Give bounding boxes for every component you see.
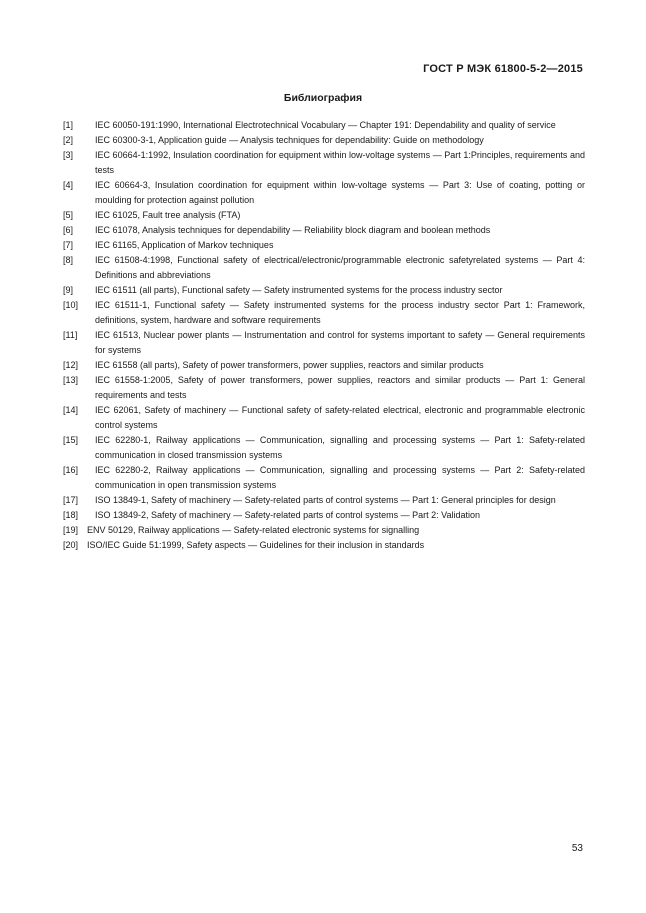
bibliography-entry bbox=[63, 283, 585, 298]
entry-number: [10] bbox=[63, 300, 79, 310]
entry-text: IEC 61558-1:2005, Safety of power transformers, power supplies, reactors and similar products — Part 1: General requirements and tests bbox=[95, 375, 585, 400]
bibliography-entry bbox=[63, 298, 585, 328]
entry-number: [7] bbox=[63, 240, 74, 250]
entry-number: [16] bbox=[63, 465, 79, 475]
bibliography-entry bbox=[63, 118, 585, 133]
entry-text: IEC 61513, Nuclear power plants — Instrumentation and control for systems important to safety — General requirements for systems bbox=[95, 330, 585, 355]
entry-text: IEC 61025, Fault tree analysis (FTA) bbox=[95, 210, 241, 220]
entry-text: IEC 62280-1, Railway applications — Communication, signalling and processing systems — Part 1: Safety-related communication in closed transmission systems bbox=[95, 435, 585, 460]
entry-number: [8] bbox=[63, 255, 74, 265]
bibliography-entry bbox=[63, 433, 585, 463]
bibliography-title: Библиография bbox=[283, 92, 363, 104]
entry-text: IEC 61511 (all parts), Functional safety — Safety instrumented systems for the process industry sector bbox=[95, 285, 503, 295]
entry-text: IEC 62280-2, Railway applications — Communication, signalling and processing systems — Part 2: Safety-related communication in open transmission systems bbox=[95, 465, 585, 490]
entry-text: ISO/IEC Guide 51:1999, Safety aspects — Guidelines for their inclusion in standards bbox=[87, 540, 425, 550]
entry-text: IEC 60050-191:1990, International Electrotechnical Vocabulary — Chapter 191: Dependability and quality of service bbox=[95, 120, 556, 130]
entry-number: [4] bbox=[63, 180, 74, 190]
entry-number: [12] bbox=[63, 360, 79, 370]
bibliography-entry bbox=[63, 523, 585, 538]
bibliography-entry bbox=[63, 133, 585, 148]
bibliography-entry bbox=[63, 238, 585, 253]
bibliography-list bbox=[63, 118, 585, 553]
entry-number: [18] bbox=[63, 510, 79, 520]
entry-number: [15] bbox=[63, 435, 79, 445]
entry-number: [13] bbox=[63, 375, 79, 385]
entry-number: [5] bbox=[63, 210, 74, 220]
entry-number: [19] bbox=[63, 525, 79, 535]
bibliography-entry bbox=[63, 178, 585, 208]
bibliography-entry bbox=[63, 358, 585, 373]
entry-text: ENV 50129, Railway applications — Safety-related electronic systems for signalling bbox=[87, 525, 420, 535]
bibliography-entry bbox=[63, 148, 585, 178]
bibliography-entry bbox=[63, 208, 585, 223]
bibliography-entry bbox=[63, 253, 585, 283]
entry-text: ISO 13849-1, Safety of machinery — Safety-related parts of control systems — Part 1: General principles for design bbox=[95, 495, 556, 505]
bibliography-entry bbox=[63, 508, 585, 523]
entry-text: IEC 60664-1:1992, Insulation coordination for equipment within low-voltage systems — Part 1:Principles, requirements and tests bbox=[95, 150, 585, 175]
bibliography-entry bbox=[63, 463, 585, 493]
entry-number: [14] bbox=[63, 405, 79, 415]
bibliography-entry bbox=[63, 538, 585, 553]
entry-text: IEC 61165, Application of Markov techniques bbox=[95, 240, 274, 250]
entry-number: [9] bbox=[63, 285, 74, 295]
bibliography-entry bbox=[63, 223, 585, 238]
bibliography-entry bbox=[63, 403, 585, 433]
entry-text: IEC 60664-3, Insulation coordination for equipment within low-voltage systems — Part 3: Use of coating, potting or moulding for protection against pollution bbox=[95, 180, 585, 205]
entry-text: IEC 61078, Analysis techniques for dependability — Reliability block diagram and boolean methods bbox=[95, 225, 491, 235]
entry-number: [11] bbox=[63, 330, 78, 340]
entry-number: [17] bbox=[63, 495, 79, 505]
bibliography-entry bbox=[63, 493, 585, 508]
bibliography-entry bbox=[63, 328, 585, 358]
entry-text: IEC 61558 (all parts), Safety of power transformers, power supplies, reactors and similar products bbox=[95, 360, 484, 370]
standard-code-header: ГОСТ Р МЭК 61800-5-2—2015 bbox=[423, 63, 583, 75]
entry-text: IEC 61511-1, Functional safety — Safety instrumented systems for the process industry sector Part 1: Framework, definitions, system, hardware and software requirements bbox=[95, 300, 585, 325]
bibliography-entry bbox=[63, 373, 585, 403]
entry-text: IEC 62061, Safety of machinery — Functional safety of safety-related electrical, electronic and programmable electronic control systems bbox=[95, 405, 585, 430]
entry-number: [2] bbox=[63, 135, 74, 145]
entry-number: [6] bbox=[63, 225, 74, 235]
entry-number: [20] bbox=[63, 540, 79, 550]
entry-number: [3] bbox=[63, 150, 74, 160]
entry-text: IEC 60300-3-1, Application guide — Analysis techniques for dependability: Guide on methodology bbox=[95, 135, 484, 145]
page-number: 53 bbox=[571, 843, 583, 854]
entry-number: [1] bbox=[63, 120, 74, 130]
entry-text: IEC 61508-4:1998, Functional safety of electrical/electronic/programmable electronic safetyrelated systems — Part 4: Definitions and abbreviations bbox=[95, 255, 585, 280]
entry-text: ISO 13849-2, Safety of machinery — Safety-related parts of control systems — Part 2: Validation bbox=[95, 510, 481, 520]
